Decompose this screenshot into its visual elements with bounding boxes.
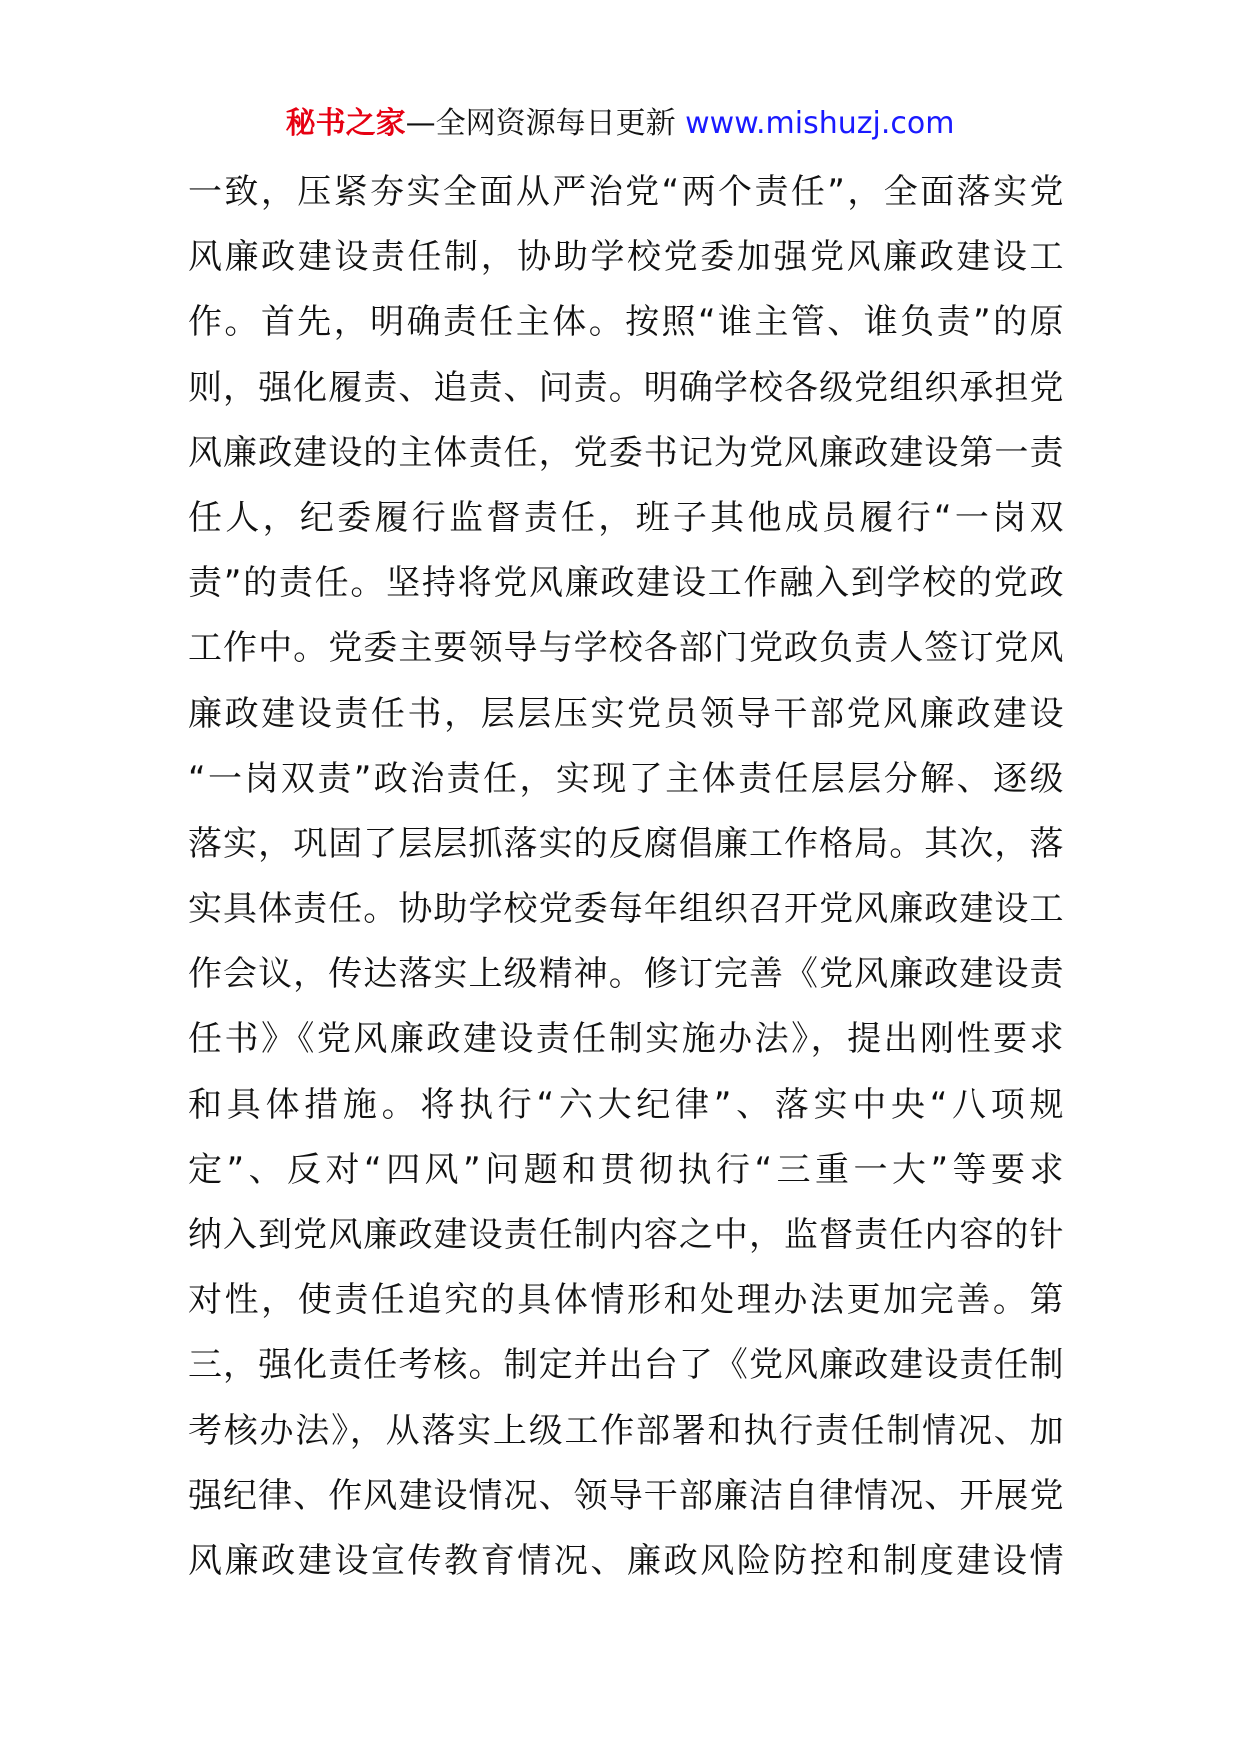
text-line: 责”的责任。坚持将党风廉政建设工作融入到学校的党政 [188,563,1064,604]
text-line: 考核办法》，从落实上级工作部署和执行责任制情况、加 [188,1410,1064,1451]
text-line: 风廉政建设责任制，协助学校党委加强党风廉政建设工 [188,237,1064,278]
page-header [0,104,1240,144]
header-brand: 秘书之家 [285,106,406,141]
text-line: 则，强化履责、追责、问责。明确学校各级党组织承担党 [188,367,1064,408]
text-line: 风廉政建设宣传教育情况、廉政风险防控和制度建设情 [188,1540,1064,1581]
text-line: 定”、反对“四风”问题和贯彻执行“三重一大”等要求 [188,1149,1064,1190]
text-line: 一致，压紧夯实全面从严治党“两个责任”，全面落实党 [188,172,1064,212]
text-line: “一岗双责”政治责任，实现了主体责任层层分解、逐级 [188,758,1064,799]
body-paragraph [188,160,1064,1594]
text-line: 对性，使责任追究的具体情形和处理办法更加完善。第 [188,1280,1064,1321]
text-line: 实具体责任。协助学校党委每年组织召开党风廉政建设工 [188,889,1064,930]
text-line: 和具体措施。将执行“六大纪律”、落实中央“八项规 [188,1084,1064,1125]
text-line: 三，强化责任考核。制定并出台了《党风廉政建设责任制 [188,1345,1064,1386]
text-line: 任人，纪委履行监督责任，班子其他成员履行“一岗双 [188,497,1064,538]
text-line: 风廉政建设的主体责任，党委书记为党风廉政建设第一责 [188,432,1064,473]
text-line: 落实，巩固了层层抓落实的反腐倡廉工作格局。其次，落 [188,823,1064,864]
header-url[interactable]: www.mishuzj.com [685,106,955,141]
text-line: 强纪律、作风建设情况、领导干部廉洁自律情况、开展党 [188,1475,1064,1516]
text-line: 作。首先，明确责任主体。按照“谁主管、谁负责”的原 [188,302,1064,343]
text-line: 廉政建设责任书，层层压实党员领导干部党风廉政建设 [188,693,1064,734]
text-line: 作会议，传达落实上级精神。修订完善《党风廉政建设责 [188,954,1064,995]
header-tagline: —全网资源每日更新 [405,106,676,141]
text-line: 纳入到党风廉政建设责任制内容之中，监督责任内容的针 [188,1215,1064,1255]
text-line: 工作中。党委主要领导与学校各部门党政负责人签订党风 [188,628,1064,669]
text-line: 任书》《党风廉政建设责任制实施办法》，提出刚性要求 [188,1019,1064,1060]
